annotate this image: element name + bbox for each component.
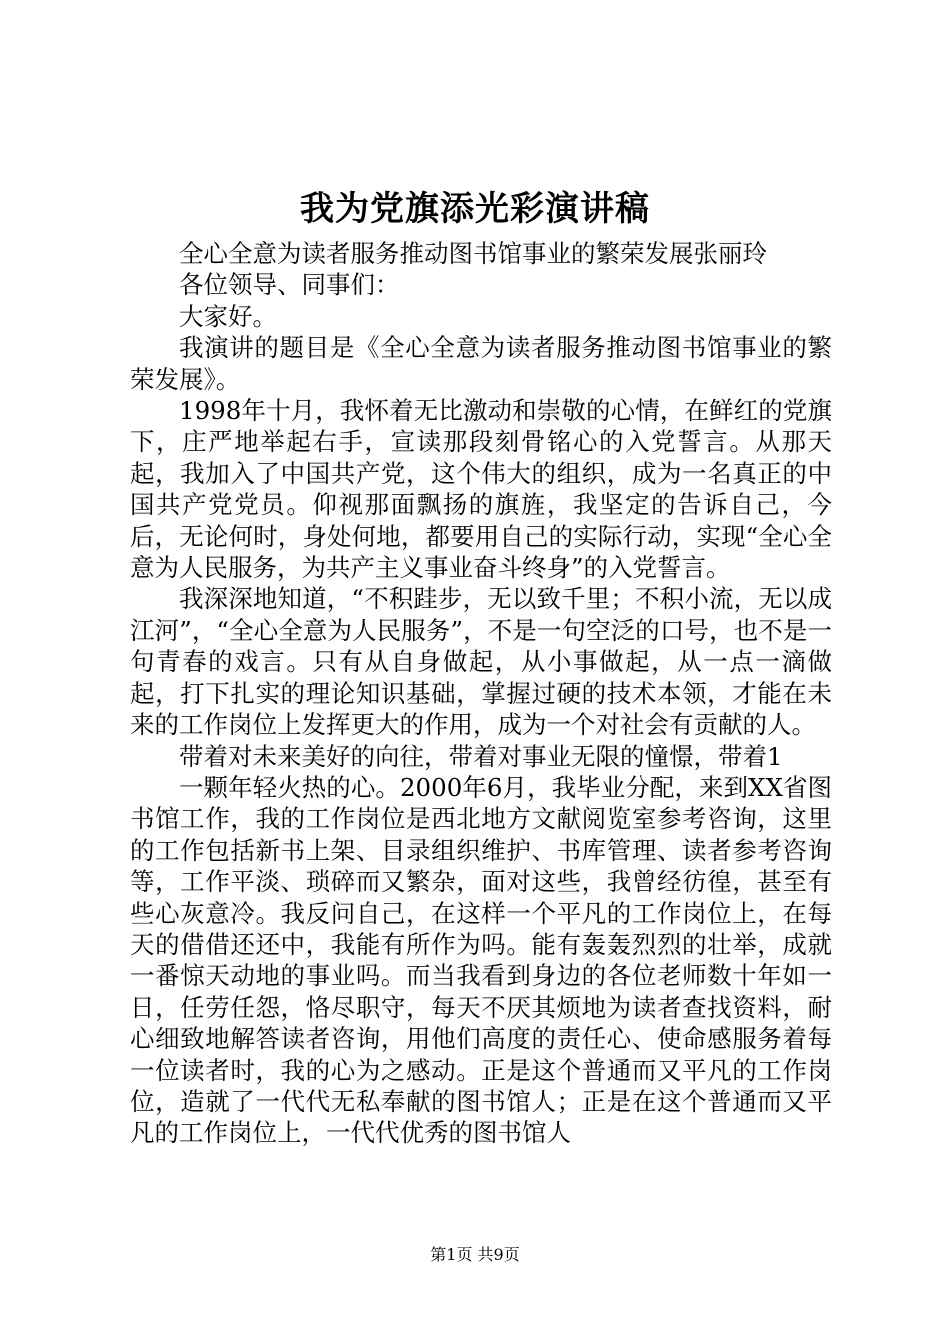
document-body [130, 238, 832, 1149]
page-number: 第1页 共9页 [430, 1245, 520, 1264]
document-title: 我为党旗添光彩演讲稿 [300, 189, 650, 229]
body-paragraph: 带着对未来美好的向往，带着对事业无限的憧憬，带着1 [179, 741, 783, 771]
body-paragraph: 我深深地知道，“不积跬步，无以致千里；不积小流，无以成江河”，“全心全意为人民服务”，不是一句空泛的口号，也不是一句青春的戏言。只有从自身做起，从小事做起，从一点一滴做起，打下扎实的理论知识基础，掌握过硬的技术本领，才能在未来的工作岗位上发挥更大的作用，成为一个对社会有贡献的人。 [130, 584, 832, 740]
body-paragraph: 一颗年轻火热的心。2000年6月，我毕业分配，来到XX省图书馆工作，我的工作岗位是西北地方文献阅览室参考咨询，这里的工作包括新书上架、目录组织维护、书库管理、读者参考咨询等，工作平淡、琐碎而又繁杂，面对这些，我曾经彷徨，甚至有些心灰意冷。我反问自己，在这样一个平凡的工作岗位上，在每天的借借还还中，我能有所作为吗。能有轰轰烈烈的壮举，成就一番惊天动地的事业吗。而当我看到身边的各位老师数十年如一日，任劳任怨，恪尽职守，每天不厌其烦地为读者查找资料，耐心细致地解答读者咨询，用他们高度的责任心、使命感服务着每一位读者时，我的心为之感动。正是这个普通而又平凡的工作岗位，造就了一代代无私奉献的图书馆人；正是在这个普通而又平凡的工作岗位上，一代代优秀的图书馆人 [130, 772, 832, 1148]
body-paragraph: 我演讲的题目是《全心全意为读者服务推动图书馆事业的繁荣发展》。 [130, 333, 832, 394]
greeting: 大家好。 [179, 301, 277, 331]
author-line: 全心全意为读者服务推动图书馆事业的繁荣发展张丽玲 [179, 239, 767, 268]
body-paragraph: 1998年十月，我怀着无比激动和崇敬的心情，在鲜红的党旗下，庄严地举起右手，宣读那段刻骨铭心的入党誓言。从那天起，我加入了中国共产党，这个伟大的组织，成为一名真正的中国共产党党员。仰视那面飘扬的旗旌，我坚定的告诉自己，今后，无论何时，身处何地，都要用自己的实际行动，实现“全心全意为人民服务，为共产主义事业奋斗终身”的入党誓言。 [130, 396, 832, 583]
salutation: 各位领导、同事们： [179, 270, 400, 300]
